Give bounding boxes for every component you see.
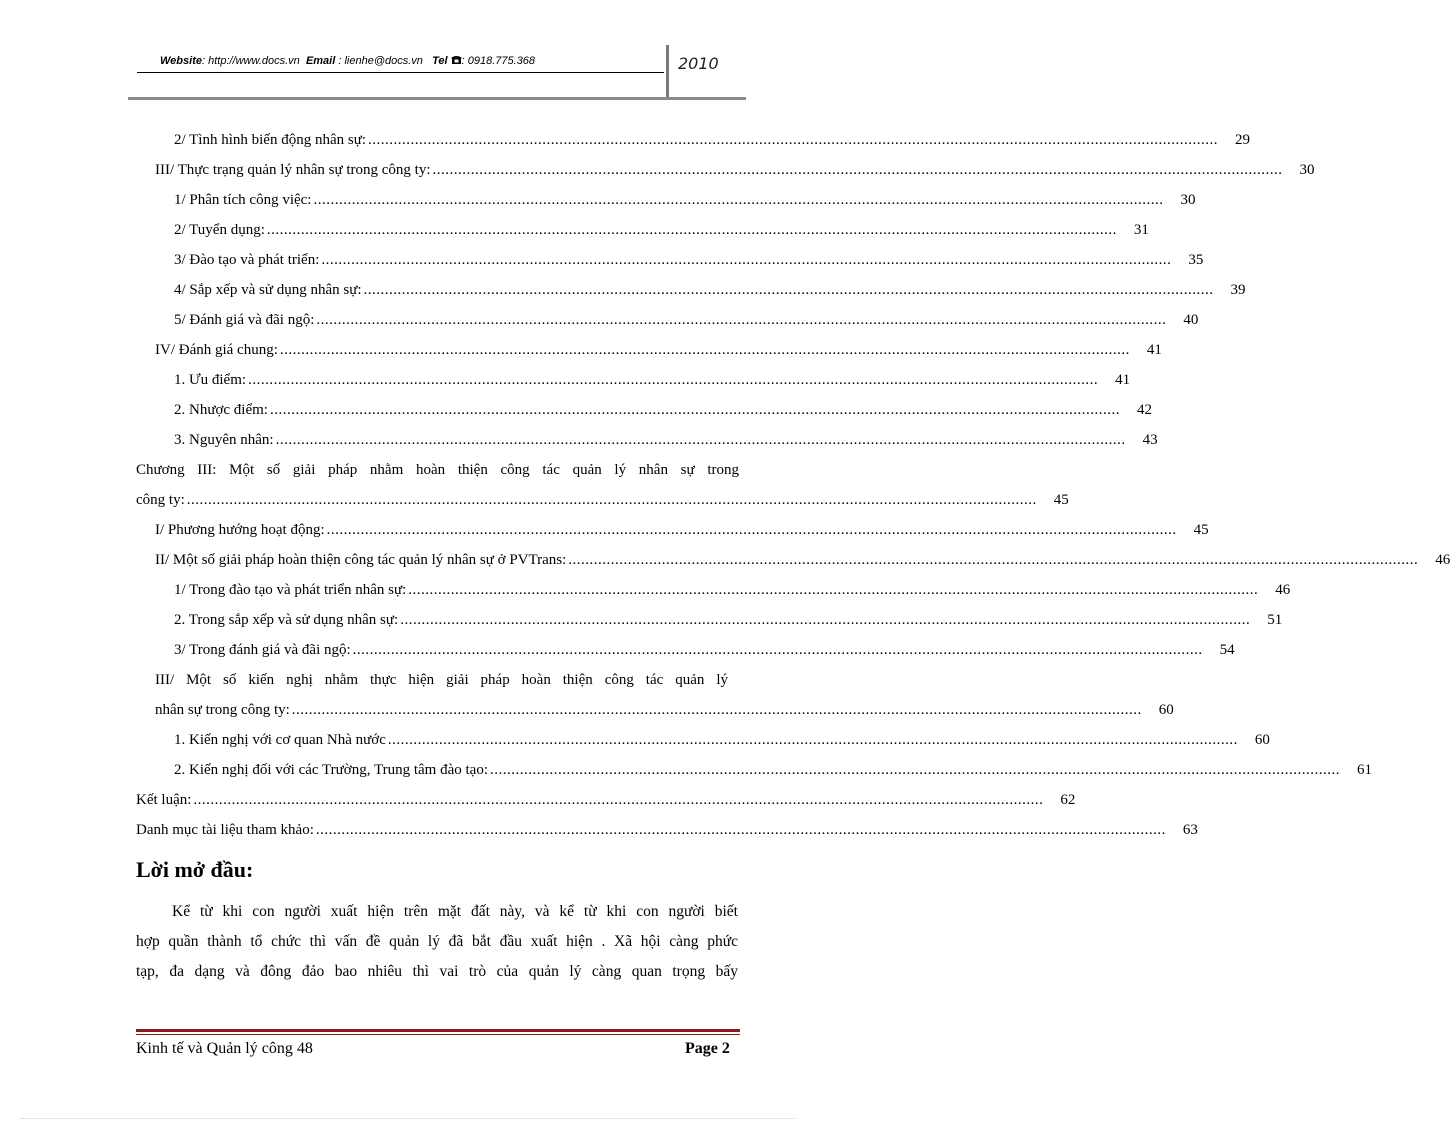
toc-leader-dots: ........................................................................................................................................................................................................ — [248, 372, 1099, 388]
toc-entry[interactable] — [136, 487, 1069, 509]
toc-entry[interactable] — [174, 757, 1372, 779]
toc-entry[interactable] — [174, 367, 1131, 389]
toc-entry-text: 1. Ưu điểm: — [174, 372, 247, 388]
header-rule — [128, 97, 746, 100]
toc-leader-dots: ........................................................................................................................................................................................................ — [291, 702, 1142, 718]
toc-entry[interactable] — [174, 397, 1152, 419]
toc-leader-dots: ........................................................................................................................................................................................................ — [352, 642, 1203, 658]
toc-entry-page: 39 — [1230, 282, 1246, 298]
toc-entry-page: 46 — [1435, 552, 1450, 568]
toc-entry-wrapped[interactable]: III/ Một số kiến nghị nhằm thực hiện giải pháp hoàn thiện công tác quản lý — [155, 672, 728, 688]
toc-entry-page: 61 — [1357, 762, 1372, 778]
toc-leader-dots: ........................................................................................................................................................................................................ — [321, 252, 1172, 268]
toc-entry-text: 2. Nhược điểm: — [174, 402, 268, 418]
footer-page-number: Page 2 — [685, 1040, 730, 1057]
intro-paragraph — [136, 897, 738, 987]
toc-entry-text: 2/ Tuyển dụng: — [174, 222, 265, 238]
toc-leader-dots: ........................................................................................................................................................................................................ — [387, 732, 1238, 748]
website-value: : http://www.docs.vn — [201, 55, 300, 67]
toc-entry-text: 5/ Đánh giá và đãi ngộ: — [174, 312, 315, 328]
toc-entry-text: 3/ Đào tạo và phát triển: — [174, 252, 320, 268]
toc-leader-dots: ........................................................................................................................................................................................................ — [313, 192, 1164, 208]
toc-entry[interactable] — [174, 577, 1291, 599]
toc-leader-dots: ........................................................................................................................................................................................................ — [316, 312, 1167, 328]
section-title: Lời mở đầu: — [136, 857, 254, 882]
toc-entry-page: 30 — [1299, 162, 1315, 178]
toc-leader-dots: ........................................................................................................................................................................................................ — [400, 612, 1251, 628]
toc-entry-wrapped[interactable]: Chương III: Một số giải pháp nhằm hoàn thiện công tác quản lý nhân sự trong — [136, 462, 739, 478]
toc-entry-page: 62 — [1060, 792, 1076, 808]
toc-entry[interactable] — [155, 517, 1209, 539]
toc-entry-text: công ty: — [136, 492, 185, 508]
toc-leader-dots: ........................................................................................................................................................................................................ — [266, 222, 1117, 238]
paragraph-line: hợp quần thành tổ chức thì vấn đề quản lý đã bắt đầu xuất hiện . Xã hội càng phức — [136, 933, 738, 950]
toc-entry-text: 3/ Trong đánh giá và đãi ngộ: — [174, 642, 351, 658]
toc-entry[interactable] — [136, 787, 1076, 809]
toc-entry-page: 30 — [1180, 192, 1196, 208]
toc-entry[interactable] — [174, 727, 1270, 749]
toc-entry-text: 1. Kiến nghị với cơ quan Nhà nước — [174, 732, 386, 748]
toc-entry-page: 41 — [1115, 372, 1131, 388]
toc-entry-page: 51 — [1267, 612, 1283, 628]
toc-entry-page: 42 — [1136, 402, 1152, 418]
tel-label: Tel — [432, 55, 448, 67]
email-label: Email — [305, 55, 336, 67]
toc-entry-text: IV/ Đánh giá chung: — [155, 342, 278, 358]
header-underline — [137, 72, 664, 73]
toc-entry[interactable] — [155, 157, 1315, 179]
toc-entry-page: 40 — [1183, 312, 1199, 328]
toc-entry-page: 35 — [1188, 252, 1204, 268]
toc-entry[interactable] — [174, 217, 1149, 239]
footer-rule-thin — [136, 1034, 740, 1035]
header-year: 2010 — [678, 54, 719, 73]
toc-entry[interactable] — [155, 547, 1450, 569]
toc-entry[interactable] — [155, 337, 1162, 359]
toc-entry-page: 46 — [1275, 582, 1291, 598]
toc-leader-dots: ........................................................................................................................................................................................................ — [363, 282, 1214, 298]
toc-entry-page: 31 — [1133, 222, 1149, 238]
toc-leader-dots: ........................................................................................................................................................................................................ — [186, 492, 1037, 508]
toc-entry-text: I/ Phương hướng hoạt động: — [155, 522, 325, 538]
footer-rule-thick — [136, 1029, 740, 1032]
header-vertical-divider — [666, 45, 669, 97]
toc-entry-page: 60 — [1158, 702, 1174, 718]
toc-entry-text: 1/ Trong đào tạo và phát triển nhân sự: — [174, 582, 407, 598]
toc-entry[interactable] — [174, 427, 1158, 449]
toc-entry[interactable] — [174, 607, 1283, 629]
toc-entry-text: Kết luận: — [136, 792, 192, 808]
phone-icon — [451, 55, 462, 65]
paragraph-line: tạp, đa dạng và đông đảo bao nhiêu thì vai trò của quản lý càng quan trọng bấy — [136, 963, 738, 980]
toc-leader-dots: ........................................................................................................................................................................................................ — [490, 762, 1340, 778]
toc-entry[interactable] — [174, 247, 1204, 269]
toc-entry-page: 29 — [1235, 132, 1251, 148]
toc-entry-text: 3. Nguyên nhân: — [174, 432, 274, 448]
toc-leader-dots: ........................................................................................................................................................................................................ — [269, 402, 1120, 418]
toc-entry-text: 1/ Phân tích công việc: — [174, 192, 312, 208]
toc-entry[interactable] — [174, 637, 1235, 659]
page-edge-dotted-line — [20, 1118, 796, 1120]
toc-leader-dots: ........................................................................................................................................................................................................ — [279, 342, 1130, 358]
toc-entry-page: 41 — [1146, 342, 1162, 358]
toc-leader-dots: ........................................................................................................................................................................................................ — [315, 822, 1166, 838]
toc-leader-dots: ........................................................................................................................................................................................................ — [408, 582, 1259, 598]
toc-entry[interactable] — [136, 817, 1198, 839]
toc-entry-text: nhân sự trong công ty: — [155, 702, 290, 718]
toc-entry-page: 43 — [1142, 432, 1158, 448]
toc-entry-text: Danh mục tài liệu tham khảo: — [136, 822, 314, 838]
toc-entry[interactable] — [174, 307, 1199, 329]
toc-entry-text: 2. Trong sắp xếp và sử dụng nhân sự: — [174, 612, 399, 628]
website-label: Website — [160, 55, 202, 67]
toc-entry-text: II/ Một số giải pháp hoàn thiện công tác quản lý nhân sự ở PVTrans: — [155, 552, 567, 568]
toc-entry-page: 45 — [1193, 522, 1209, 538]
toc-leader-dots: ........................................................................................................................................................................................................ — [326, 522, 1177, 538]
toc-entry-text: 4/ Sắp xếp và sử dụng nhân sự: — [174, 282, 362, 298]
toc-leader-dots: ........................................................................................................................................................................................................ — [193, 792, 1044, 808]
toc-entry-text: 2/ Tình hình biến động nhân sự: — [174, 132, 367, 148]
toc-entry[interactable] — [174, 127, 1251, 149]
paragraph-line: Kể từ khi con người xuất hiện trên mặt đất này, và kể từ khi con người biết — [172, 903, 738, 920]
toc-entry[interactable] — [174, 277, 1246, 299]
toc-entry-text: III/ Thực trạng quản lý nhân sự trong công ty: — [155, 162, 431, 178]
email-value: : lienhe@docs.vn — [338, 55, 423, 67]
toc-entry[interactable] — [174, 187, 1196, 209]
toc-entry-page: 54 — [1219, 642, 1235, 658]
toc-leader-dots: ........................................................................................................................................................................................................ — [368, 132, 1219, 148]
toc-leader-dots: ........................................................................................................................................................................................................ — [432, 162, 1283, 178]
toc-leader-dots: ........................................................................................................................................................................................................ — [275, 432, 1126, 448]
toc-leader-dots: ........................................................................................................................................................................................................ — [568, 552, 1419, 568]
header-contact-line — [160, 55, 535, 67]
toc-entry-page: 45 — [1053, 492, 1069, 508]
toc-entry[interactable] — [155, 697, 1174, 719]
toc-entry-text: 2. Kiến nghị đối với các Trường, Trung tâm đào tạo: — [174, 762, 488, 778]
footer-course-title: Kinh tế và Quản lý công 48 — [136, 1040, 313, 1057]
toc-entry-page: 63 — [1182, 822, 1198, 838]
toc-entry-page: 60 — [1254, 732, 1270, 748]
tel-value: : 0918.775.368 — [461, 55, 536, 67]
